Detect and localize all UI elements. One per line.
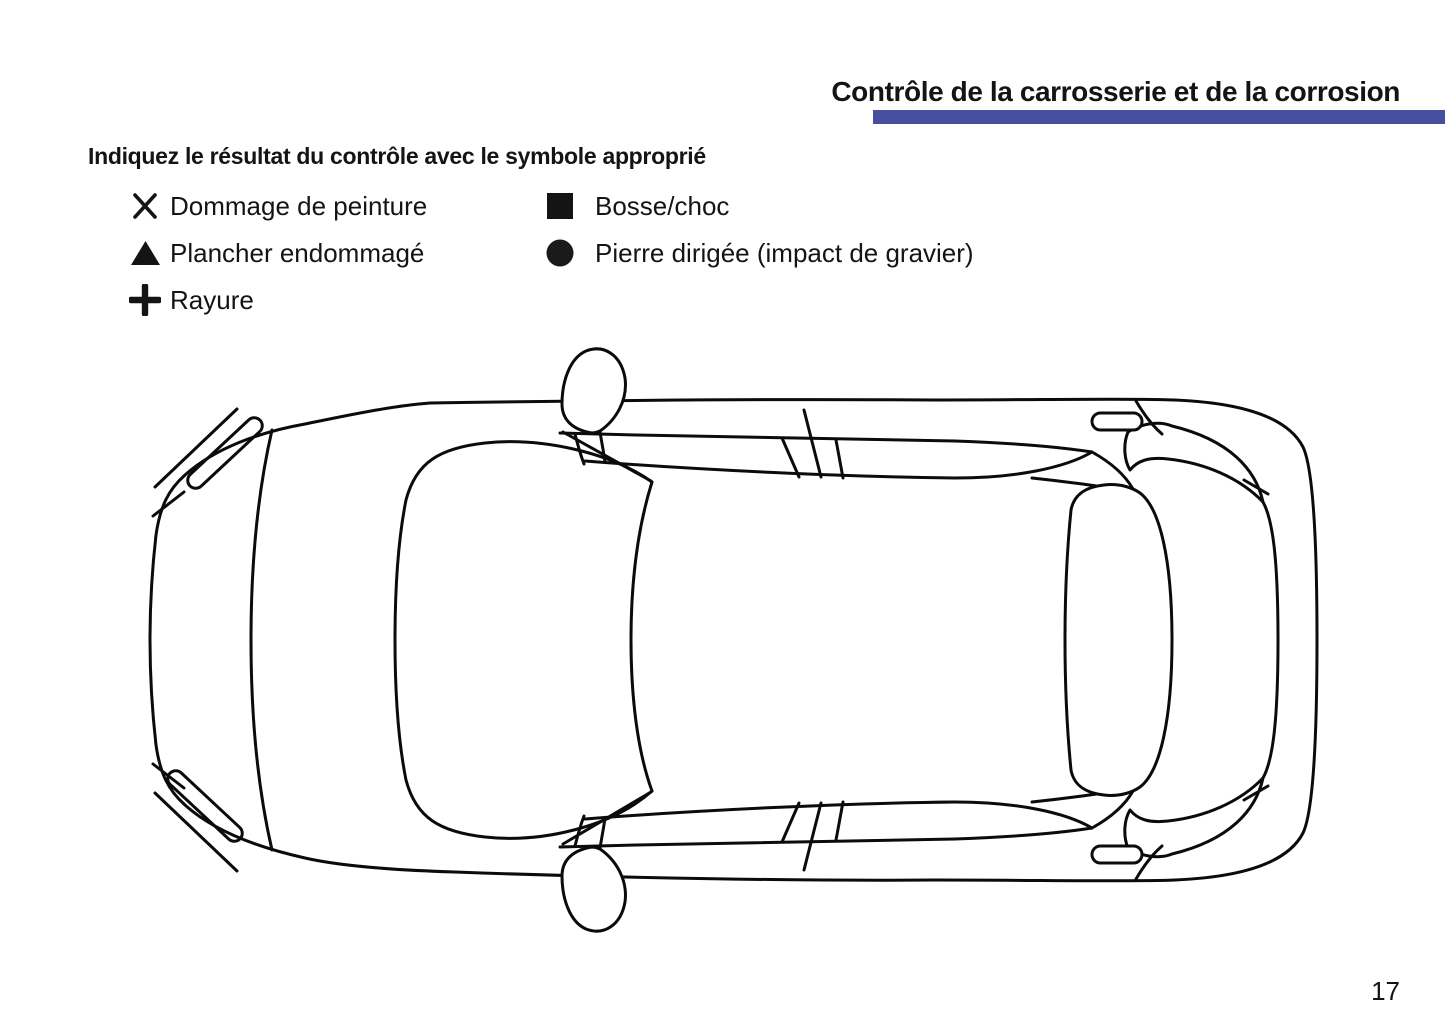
legend-label: Plancher endommagé xyxy=(170,237,425,268)
page-number: 17 xyxy=(1371,976,1400,1006)
legend-label: Rayure xyxy=(170,284,254,315)
door-handle-top xyxy=(1092,413,1142,430)
door-handle-bottom xyxy=(1092,846,1142,863)
legend-label: Dommage de peinture xyxy=(170,190,428,221)
page-title: Contrôle de la carrosserie et de la corrosion xyxy=(831,76,1400,107)
instruction-text: Indiquez le résultat du contrôle avec le symbole approprié xyxy=(88,143,706,169)
legend-label: Pierre dirigée (impact de gravier) xyxy=(595,237,974,268)
legend-label: Bosse/choc xyxy=(595,190,730,221)
rear-window xyxy=(1065,485,1172,796)
